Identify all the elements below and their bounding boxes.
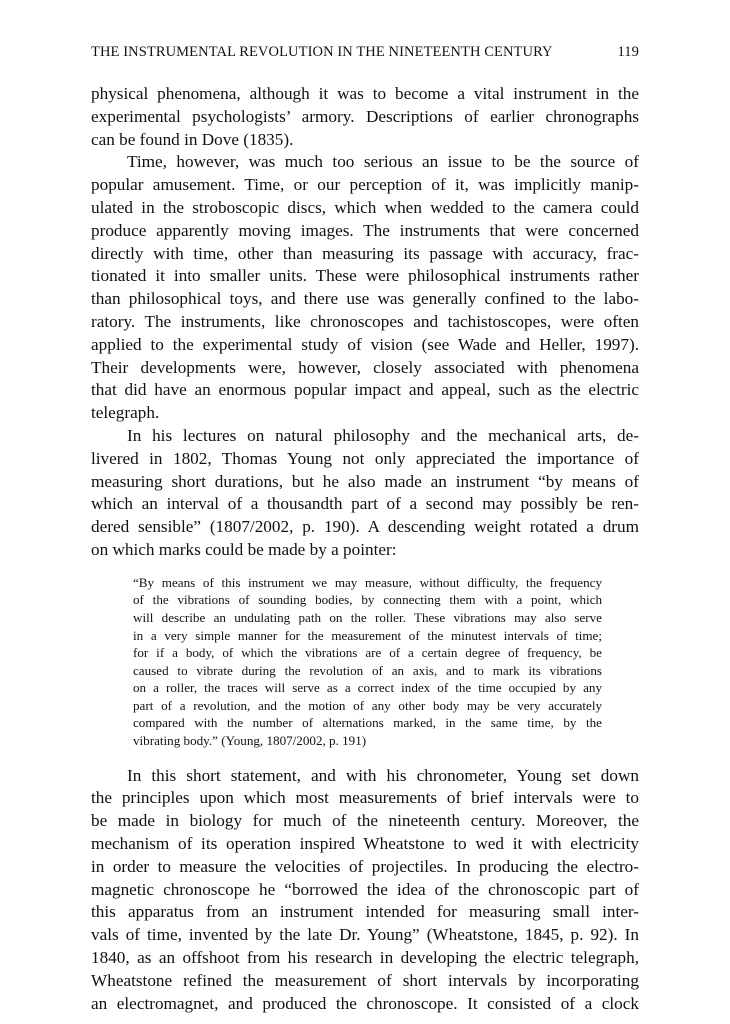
text-line: Their developments were, however, closely associated with phenomena: [91, 357, 639, 377]
paragraph-2: [91, 151, 639, 425]
text-line: which an interval of a thousandth part of a second may possibly be ren-: [91, 494, 639, 514]
text-line: than philosophical toys, and there use was generally confined to the labo-: [91, 289, 639, 309]
text-line: 1840, as an offshoot from his research in developing the electric telegraph,: [91, 948, 639, 968]
text-line: magnetic chronoscope he “borrowed the idea of the chronoscopic part of: [91, 879, 639, 899]
text-line: livered in 1802, Thomas Young not only appreciated the importance of: [91, 448, 639, 468]
running-title: THE INSTRUMENTAL REVOLUTION IN THE NINETEENTH CENTURY: [91, 44, 553, 60]
running-head: [91, 44, 639, 61]
text-line: popular amusement. Time, or our perception of it, was implicitly manip-: [91, 175, 639, 195]
text-line: produce apparently moving images. The instruments that were concerned: [91, 220, 639, 240]
text-line: Time, however, was much too serious an issue to be the source of: [127, 152, 639, 172]
quote-line: will describe an undulating path on the roller. These vibrations may also serve: [133, 609, 602, 625]
text-line: dered sensible” (1807/2002, p. 190). A descending weight rotated a drum: [91, 517, 639, 537]
text-line: ulated in the stroboscopic discs, which when wedded to the camera could: [91, 197, 639, 217]
text-line: physical phenomena, although it was to become a vital instrument in the: [91, 84, 639, 103]
paragraph-1: [91, 83, 639, 151]
body-text: [91, 83, 639, 1015]
text-line: the principles upon which most measurements of brief intervals were to: [91, 788, 639, 808]
quote-line: vibrating body.” (Young, 1807/2002, p. 191): [133, 733, 367, 749]
quote-line: compared with the number of alternations marked, in the same time, by the: [133, 715, 602, 731]
text-line: vals of time, invented by the late Dr. Young” (Wheatstone, 1845, p. 92). In: [91, 925, 639, 945]
text-line: that did have an enormous popular impact and appeal, such as the electric: [91, 380, 639, 400]
text-line: Wheatstone refined the measurement of short intervals by incorporating: [91, 970, 639, 990]
paragraph-4: [91, 765, 639, 1016]
quote-line: of the vibrations of sounding bodies, by connecting them with a point, which: [133, 592, 602, 608]
quote-line: caused to vibrate during the revolution of an axis, and to mark its vibrations: [133, 662, 602, 678]
text-line: can be found in Dove (1835).: [91, 129, 294, 149]
text-line: on which marks could be made by a pointer:: [91, 539, 397, 559]
text-line: ratory. The instruments, like chronoscopes and tachistoscopes, were often: [91, 311, 639, 331]
text-line: mechanism of its operation inspired Wheatstone to wed it with electricity: [91, 834, 639, 854]
paragraph-3: [91, 425, 639, 562]
text-line: applied to the experimental study of vision (see Wade and Heller, 1997).: [91, 334, 639, 354]
block-quote: [133, 574, 602, 750]
text-line: directly with time, other than measuring its passage with accuracy, frac-: [91, 243, 639, 263]
text-line: this apparatus from an instrument intended for measuring small inter-: [91, 902, 639, 922]
quote-line: on a roller, the traces will serve as a correct index of the time occupied by any: [133, 680, 602, 696]
quote-line: for if a body, of which the vibrations are of a certain degree of frequency, be: [133, 645, 602, 661]
page-number: 119: [617, 44, 639, 60]
text-line: be made in biology for much of the nineteenth century. Moreover, the: [91, 811, 639, 831]
text-line: In his lectures on natural philosophy and the mechanical arts, de-: [127, 425, 639, 445]
text-line: In this short statement, and with his chronometer, Young set down: [127, 765, 639, 785]
text-line: an electromagnet, and produced the chronoscope. It consisted of a clock: [91, 993, 639, 1013]
text-line: tionated it into smaller units. These were philosophical instruments rather: [91, 266, 639, 286]
quote-line: part of a revolution, and the motion of any other body may be very accurately: [133, 697, 602, 713]
text-line: in order to measure the velocities of projectiles. In producing the electro-: [91, 856, 639, 876]
quote-line: “By means of this instrument we may measure, without difficulty, the frequency: [133, 574, 602, 590]
text-line: telegraph.: [91, 403, 160, 423]
text-line: experimental psychologists’ armory. Descriptions of earlier chronographs: [91, 106, 639, 126]
quote-line: in a very simple manner for the measurement of the minutest intervals of time;: [133, 627, 602, 643]
text-line: measuring short durations, but he also made an instrument “by means of: [91, 471, 639, 491]
